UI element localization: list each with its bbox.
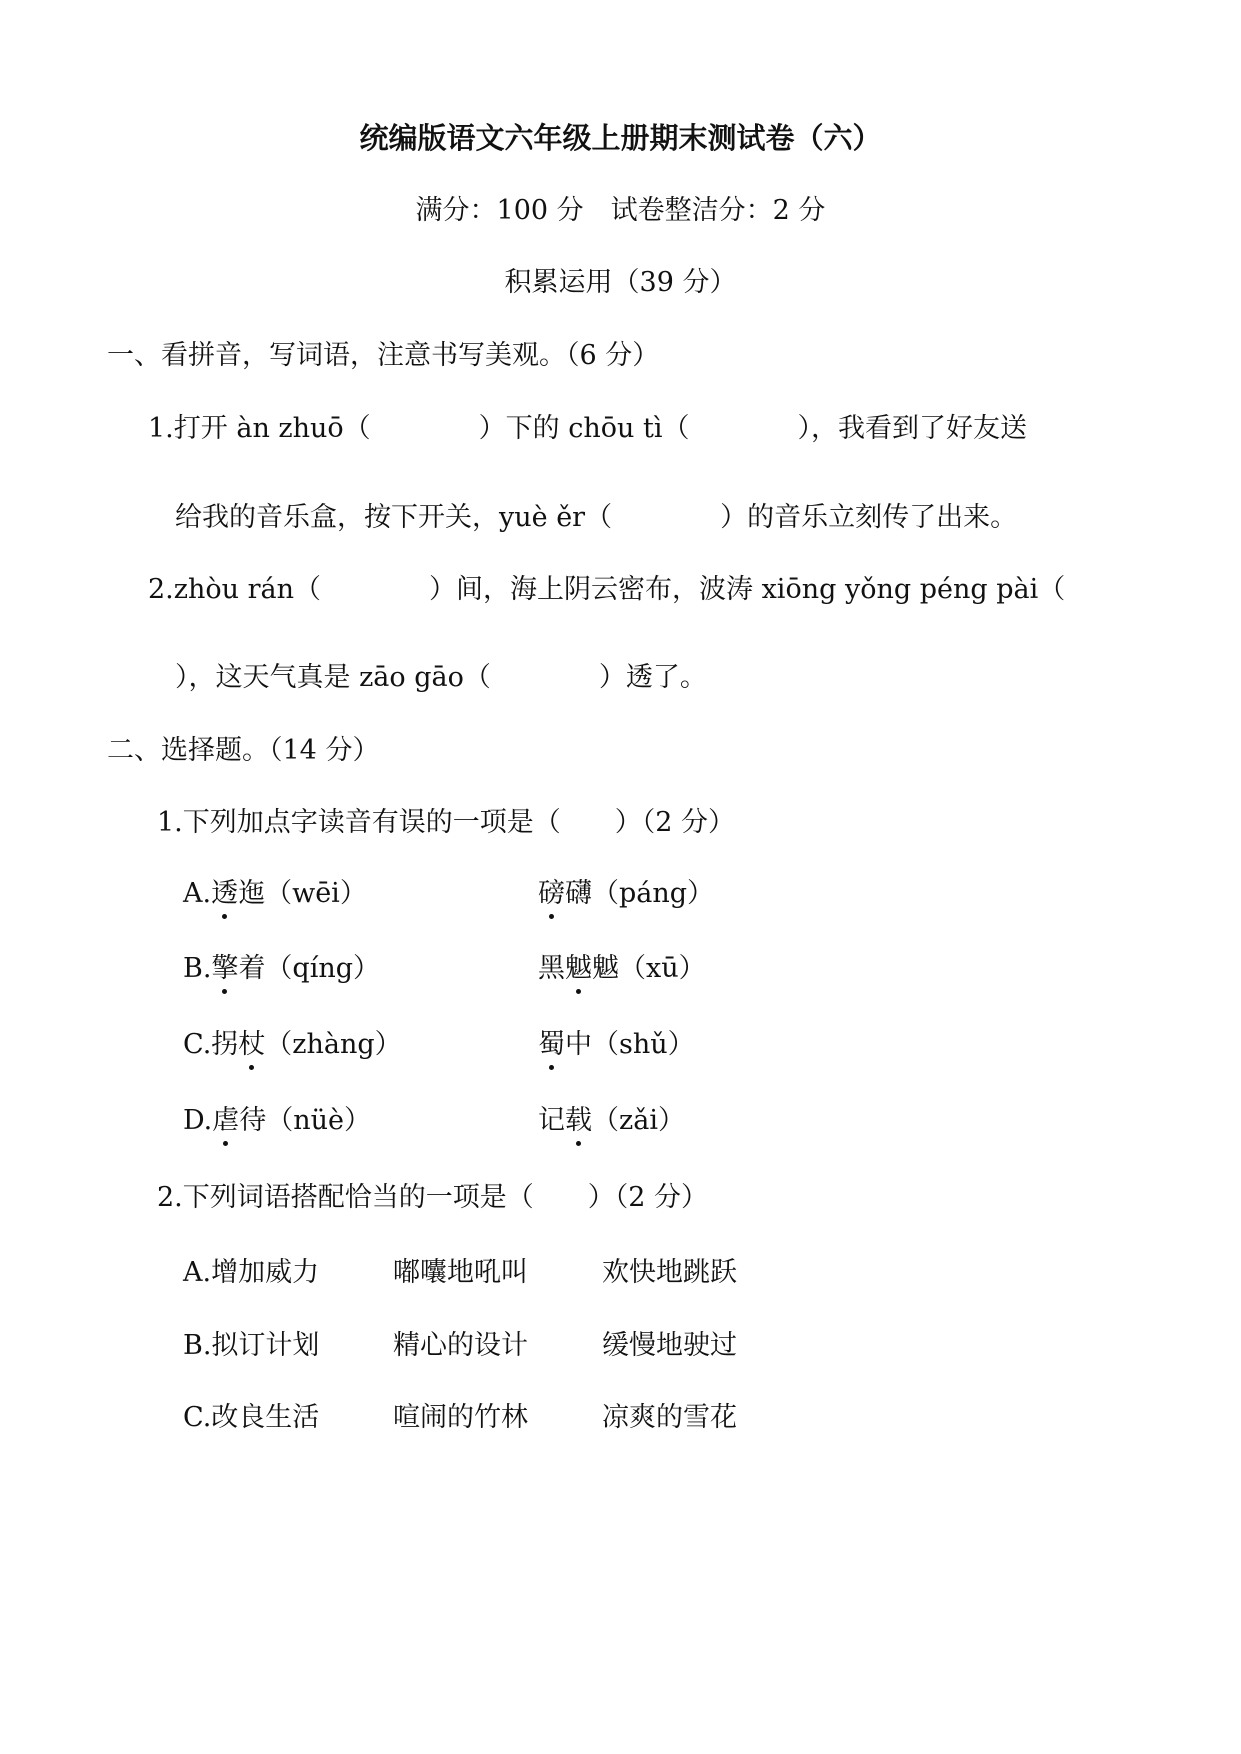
q2-heading: 二、选择题。（14 分） (107, 735, 380, 766)
q2-sub1-option-c-right: 蜀中（shǔ） (538, 1027, 695, 1063)
q2-sub2-option-a-col3: 欢快地跳跃 (602, 1257, 737, 1288)
section-heading: 积累运用（39 分） (504, 267, 737, 298)
dotted-char: 载 (565, 1103, 592, 1139)
q2-sub2-option-c-col3: 凉爽的雪花 (602, 1402, 737, 1433)
q2-sub2-option-a-col2: 嘟囔地吼叫 (393, 1257, 528, 1288)
dotted-char: 透 (211, 876, 238, 912)
q2-sub1-option-a-left: A.透迤（wēi） (183, 876, 367, 912)
q1-heading: 一、看拼音，写词语，注意书写美观。（6 分） (107, 340, 660, 371)
q1-item1-line1: 1.打开 àn zhuō（ ）下的 chōu tì（ ），我看到了好友送 (148, 413, 1027, 444)
dotted-char: 魆 (565, 951, 592, 987)
q2-sub2-option-b-col3: 缓慢地驶过 (602, 1330, 737, 1361)
q2-sub2-option-b-col1: B.拟订计划 (183, 1330, 320, 1361)
q2-sub1-option-c-left: C.拐杖（zhàng） (183, 1027, 402, 1063)
q2-sub2-option-c-col1: C.改良生活 (183, 1402, 320, 1433)
q2-sub2-option-c-col2: 喧闹的竹林 (393, 1402, 528, 1433)
q2-sub1-option-a-right: 磅礴（páng） (538, 876, 714, 912)
q2-sub2-option-b-col2: 精心的设计 (393, 1330, 528, 1361)
q2-sub1-option-b-right: 黑魆魆（xū） (538, 951, 706, 987)
q1-item1-line2: 给我的音乐盒，按下开关，yuè ěr（ ）的音乐立刻传了出来。 (175, 502, 1018, 533)
dotted-char: 杖 (238, 1027, 265, 1063)
q2-sub1-option-d-right: 记载（zǎi） (538, 1103, 685, 1139)
q2-sub1-option-d-left: D.虐待（nüè） (183, 1103, 371, 1139)
q2-sub1-option-b-left: B.擎着（qíng） (183, 951, 380, 987)
dotted-char: 蜀 (538, 1027, 565, 1063)
score-line: 满分：100 分 试卷整洁分：2 分 (415, 195, 826, 226)
exam-title: 统编版语文六年级上册期末测试卷（六） (359, 121, 882, 155)
q2-sub1-stem: 1.下列加点字读音有误的一项是（ ）（2 分） (157, 807, 736, 838)
q2-sub2-stem: 2.下列词语搭配恰当的一项是（ ）（2 分） (157, 1182, 709, 1213)
dotted-char: 磅 (538, 876, 565, 912)
q1-item2-line2: ），这天气真是 zāo gāo（ ）透了。 (175, 662, 707, 693)
dotted-char: 擎 (211, 951, 238, 987)
dotted-char: 虐 (212, 1103, 239, 1139)
q2-sub2-option-a-col1: A.增加威力 (183, 1257, 320, 1288)
q1-item2-line1: 2.zhòu rán（ ）间，海上阴云密布，波涛 xiōng yǒng péng pài（ (148, 574, 1066, 605)
